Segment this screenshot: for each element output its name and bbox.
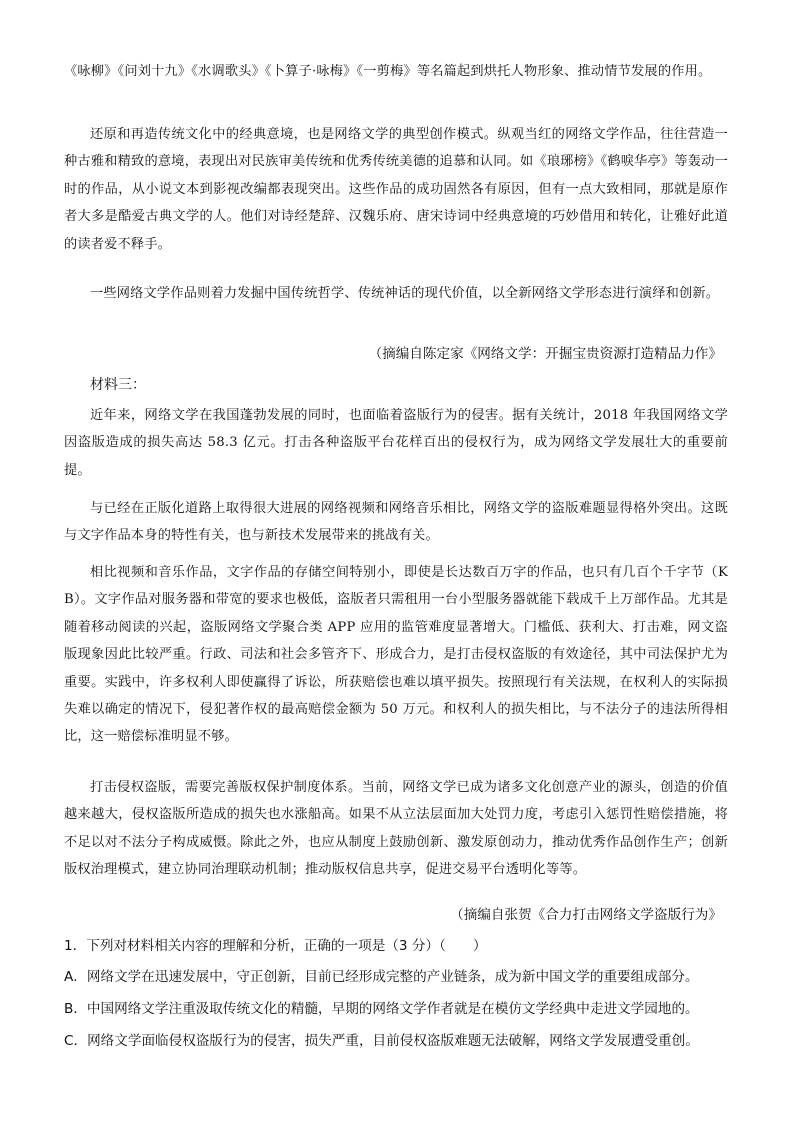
material-three-source: （摘编自张贺《合力打击网络文学盗版行为》	[450, 907, 722, 923]
material-three-paragraph-3: 相比视频和音乐作品，文字作品的存储空间特别小，即使是长达数百万字的作品，也只有几百个千字节（KB）。文字作品对服务器和带宽的要求也极低，盗版者只需租用一台小型服务器就能下载成千上万部作品。尤其是随着移动阅读的兴起，盗版网络文学聚合类 APP 应用的监管难度显著增大。门槛低、获利大、打击难，网文盗版现象因此比较严重。行政、司法和社会多管齐下、形成合力，是打击侵权盗版的有效途径，其中司法保护尤为重要。实践中，许多权利人即使赢得了诉讼，所获赔偿也难以填平损失。按照现行有关法规，在权利人的实际损失难以确定的情况下，侵犯著作权的最高赔偿金额为 50 万元。和权利人的损失相比，与不法分子的违法所得相比，这一赔偿标准明显不够。	[64, 565, 728, 745]
material-three-paragraph-2: 与已经在正版化道路上取得很大进展的网络视频和网络音乐相比，网络文学的盗版难题显得格外突出。这既与文字作品本身的特性有关，也与新技术发展带来的挑战有关。	[64, 501, 728, 544]
question-stem: 1．下列对材料相关内容的理解和分析，正确的一项是（3 分）（ ）	[64, 938, 487, 954]
material-three-heading: 材料三：	[90, 377, 146, 393]
material-three-paragraph-1: 近年来，网络文学在我国蓬勃发展的同时，也面临着盗版行为的侵害。据有关统计，2018 年我国网络文学因盗版造成的损失高达 58.3 亿元。打击各种盗版平台花样百出的侵权行为，成为网络文学发展壮大的重要前提。	[64, 408, 728, 478]
option-a: A．网络文学在迅速发展中，守正创新，目前已经形成完整的产业链条，成为新中国文学的重要组成部分。	[64, 969, 699, 985]
material-two-paragraph-1: 《咏柳》《问刘十九》《水调歌头》《卜算子·咏梅》《一剪梅》等名篇起到烘托人物形象、推动情节发展的作用。	[64, 64, 712, 79]
material-two-paragraph-2: 还原和再造传统文化中的经典意境，也是网络文学的典型创作模式。纵观当红的网络文学作品，往往营造一种古雅和精致的意境，表现出对民族审美传统和优秀传统美德的追慕和认同。如《琅琊榜》《鹤唳华亭》等轰动一时的作品，从小说文本到影视改编都表现突出。这些作品的成功固然各有原因，但有一点大致相同，那就是原作者大多是酷爱古典文学的人。他们对诗经楚辞、汉魏乐府、唐宋诗词中经典意境的巧妙借用和转化，让雅好此道的读者爱不释手。	[64, 127, 728, 252]
material-two-source: （摘编自陈定家《网络文学：开掘宝贵资源打造精品力作》	[368, 346, 722, 362]
material-two-paragraph-3: 一些网络文学作品则着力发掘中国传统哲学、传统神话的现代价值，以全新网络文学形态进行演绎和创新。	[90, 286, 720, 301]
material-three-paragraph-4: 打击侵权盗版，需要完善版权保护制度体系。当前，网络文学已成为诸多文化创意产业的源头，创造的价值越来越大，侵权盗版所造成的损失也水涨船高。如果不从立法层面加大处罚力度，考虑引入惩罚性赔偿措施，将不足以对不法分子构成威慑。除此之外，也应从制度上鼓励创新、激发原创动力，推动优秀作品创作生产；创新版权治理模式，建立协同治理联动机制；推动版权信息共享，促进交易平台透明化等等。	[64, 780, 728, 878]
option-b: B．中国网络文学注重汲取传统文化的精髓，早期的网络文学作者就是在模仿文学经典中走进文学园地的。	[64, 1001, 699, 1017]
option-c: C．网络文学面临侵权盗版行为的侵害，损失严重，目前侵权盗版难题无法破解，网络文学发展遭受重创。	[64, 1033, 699, 1049]
